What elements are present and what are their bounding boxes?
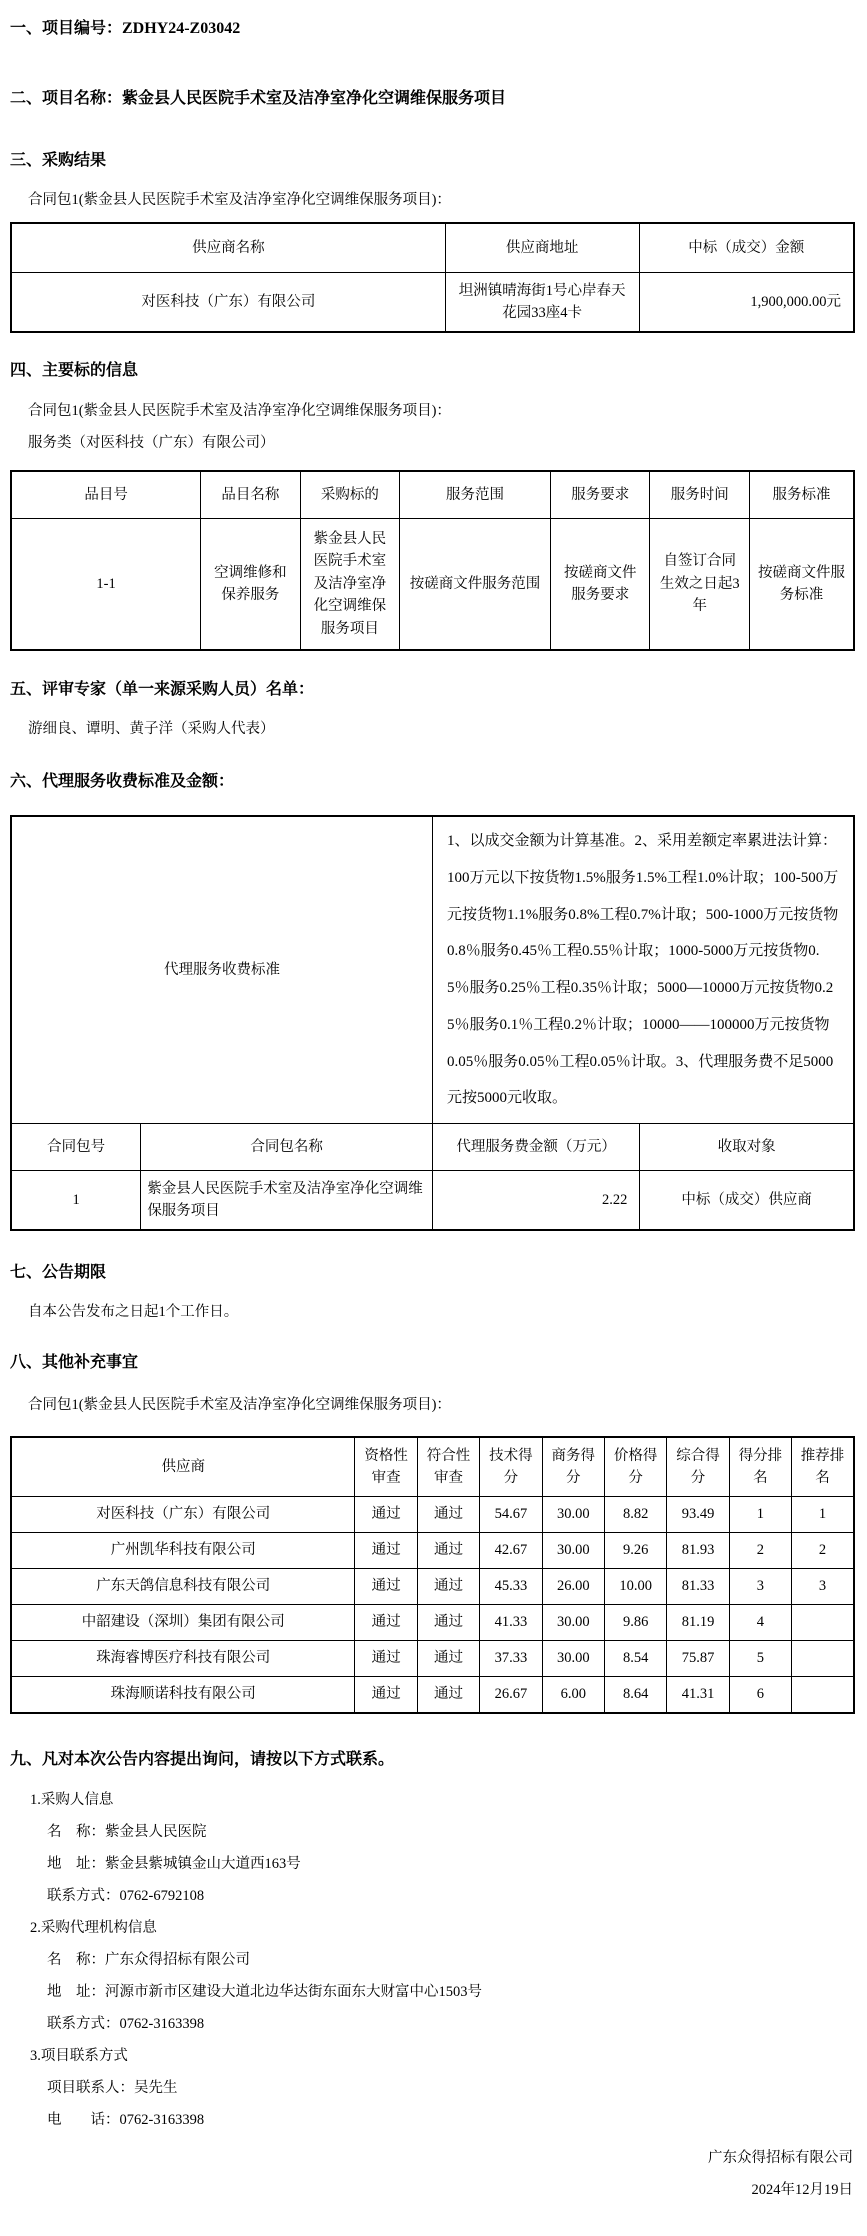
fee-table-header-row xyxy=(11,1124,854,1171)
section5-heading-expert-list: 五、评审专家（单一来源采购人员）名单： xyxy=(10,681,315,698)
expert-names: 游细良、谭明、黄子洋（采购人代表） xyxy=(28,721,275,737)
project-contact-person: 项目联系人：吴先生 xyxy=(47,2080,178,2096)
agency-info-title: 2.采购代理机构信息 xyxy=(30,1920,157,1936)
score-cell: 珠海顺诺科技有限公司 xyxy=(11,1677,355,1714)
result-table-data-row xyxy=(11,273,854,333)
announcement-document xyxy=(0,18,867,2236)
score-cell: 9.26 xyxy=(604,1533,666,1569)
section4-heading-main-subject-info: 四、主要标的信息 xyxy=(10,362,139,379)
fee-header-package-name: 合同包名称 xyxy=(141,1124,433,1171)
score-header-price-score: 价格得分 xyxy=(604,1437,666,1497)
procurement-subject-cell: 紫金县人民医院手术室及洁净室净化空调维保服务项目 xyxy=(300,519,399,651)
subject-header-item-no: 品目号 xyxy=(11,471,201,519)
score-header-score-rank: 得分排名 xyxy=(729,1437,791,1497)
score-cell: 对医科技（广东）有限公司 xyxy=(11,1497,355,1533)
fee-package-name-cell: 紫金县人民医院手术室及洁净室净化空调维保服务项目 xyxy=(141,1171,433,1231)
score-cell: 广州凯华科技有限公司 xyxy=(11,1533,355,1569)
purchaser-contact: 联系方式：0762-6792108 xyxy=(47,1888,205,1904)
score-cell: 8.54 xyxy=(604,1641,666,1677)
score-row-5 xyxy=(11,1641,854,1677)
subject-header-item-name: 品目名称 xyxy=(201,471,300,519)
score-cell: 37.33 xyxy=(480,1641,542,1677)
item-name-cell: 空调维修和保养服务 xyxy=(201,519,300,651)
score-cell: 81.93 xyxy=(667,1533,729,1569)
score-cell: 通过 xyxy=(417,1677,479,1714)
score-cell: 81.19 xyxy=(667,1605,729,1641)
score-cell xyxy=(792,1677,854,1714)
section3-heading-procurement-result: 三、采购结果 xyxy=(10,152,107,169)
score-cell: 81.33 xyxy=(667,1569,729,1605)
score-cell: 4 xyxy=(729,1605,791,1641)
score-header-overall-score: 综合得分 xyxy=(667,1437,729,1497)
section6-heading-agency-fee: 六、代理服务收费标准及金额： xyxy=(10,773,235,790)
section4-package-line: 合同包1(紫金县人民医院手术室及洁净室净化空调维保服务项目)： xyxy=(28,403,451,419)
score-header-qualification-review: 资格性审查 xyxy=(355,1437,417,1497)
section3-package-line: 合同包1(紫金县人民医院手术室及洁净室净化空调维保服务项目)： xyxy=(28,192,451,208)
score-cell: 通过 xyxy=(417,1569,479,1605)
score-cell: 通过 xyxy=(355,1677,417,1714)
agency-contact: 联系方式：0762-3163398 xyxy=(47,2016,205,2032)
agency-address: 地 址：河源市新市区建设大道北边华达街东面东大财富中心1503号 xyxy=(47,1984,482,2000)
score-cell: 9.86 xyxy=(604,1605,666,1641)
award-amount-cell: 1,900,000.00元 xyxy=(639,273,854,333)
score-header-conformity-review: 符合性审查 xyxy=(417,1437,479,1497)
fee-table-data-row xyxy=(11,1171,854,1231)
score-cell: 42.67 xyxy=(480,1533,542,1569)
section8-heading-other-matters: 八、其他补充事宜 xyxy=(10,1354,139,1371)
score-cell: 30.00 xyxy=(542,1533,604,1569)
score-cell xyxy=(792,1641,854,1677)
score-cell: 5 xyxy=(729,1641,791,1677)
score-cell: 3 xyxy=(729,1569,791,1605)
section7-heading-announcement-period: 七、公告期限 xyxy=(10,1264,107,1281)
result-table-header-row xyxy=(11,223,854,273)
subject-header-service-requirement: 服务要求 xyxy=(551,471,650,519)
score-cell: 6.00 xyxy=(542,1677,604,1714)
score-cell: 广东天鸽信息科技有限公司 xyxy=(11,1569,355,1605)
score-cell: 41.31 xyxy=(667,1677,729,1714)
signature-company: 广东众得招标有限公司 xyxy=(708,2150,853,2166)
signature-block xyxy=(10,2142,855,2206)
result-header-amount: 中标（成交）金额 xyxy=(639,223,854,273)
service-requirement-cell: 按磋商文件服务要求 xyxy=(551,519,650,651)
score-cell: 10.00 xyxy=(604,1569,666,1605)
fee-standard-label-cell: 代理服务收费标准 xyxy=(11,816,432,1124)
subject-info-table xyxy=(10,470,855,651)
score-cell: 2 xyxy=(729,1533,791,1569)
score-cell: 1 xyxy=(792,1497,854,1533)
score-cell: 75.87 xyxy=(667,1641,729,1677)
subject-header-service-standard: 服务标准 xyxy=(749,471,854,519)
score-row-2 xyxy=(11,1533,854,1569)
section2-heading-project-name: 二、项目名称：紫金县人民医院手术室及洁净室净化空调维保服务项目 xyxy=(10,90,507,107)
subject-table-header-row xyxy=(11,471,854,519)
result-table xyxy=(10,222,855,333)
score-cell: 8.82 xyxy=(604,1497,666,1533)
fee-header-package-no: 合同包号 xyxy=(11,1124,141,1171)
fee-amount-cell: 2.22 xyxy=(432,1171,639,1231)
score-cell: 54.67 xyxy=(480,1497,542,1533)
fee-package-no-cell: 1 xyxy=(11,1171,141,1231)
purchaser-info-title: 1.采购人信息 xyxy=(30,1792,114,1808)
score-cell: 通过 xyxy=(417,1605,479,1641)
score-cell: 41.33 xyxy=(480,1605,542,1641)
fee-standard-text-cell: 1、以成交金额为计算基准。2、采用差额定率累进法计算：100万元以下按货物1.5%服务1.5%工程1.0%计取；100-500万元按货物1.1%服务0.8%工程0.7%计取；500-1000万元按货物0.8％服务0.45％工程0.55％计取；1000-5000万元按货物0.5％服务0.25％工程0.35％计取；5000—10000万元按货物0.25％服务0.1％工程0.2％计取；10000——100000万元按货物0.05％服务0.05％工程0.05％计取。3、代理服务费不足5000元按5000元收取。 xyxy=(432,816,854,1124)
score-cell: 通过 xyxy=(355,1533,417,1569)
subject-header-service-time: 服务时间 xyxy=(650,471,749,519)
result-header-supplier-name: 供应商名称 xyxy=(11,223,445,273)
subject-header-service-scope: 服务范围 xyxy=(400,471,551,519)
score-row-1 xyxy=(11,1497,854,1533)
item-no-cell: 1-1 xyxy=(11,519,201,651)
score-header-recommend-rank: 推荐排名 xyxy=(792,1437,854,1497)
service-standard-cell: 按磋商文件服务标准 xyxy=(749,519,854,651)
score-cell: 2 xyxy=(792,1533,854,1569)
score-cell: 通过 xyxy=(355,1641,417,1677)
announcement-period-text: 自本公告发布之日起1个工作日。 xyxy=(28,1304,239,1320)
score-cell: 6 xyxy=(729,1677,791,1714)
service-scope-cell: 按磋商文件服务范围 xyxy=(400,519,551,651)
score-cell: 26.67 xyxy=(480,1677,542,1714)
purchaser-address: 地 址：紫金县紫城镇金山大道西163号 xyxy=(47,1856,301,1872)
score-cell: 8.64 xyxy=(604,1677,666,1714)
score-cell: 30.00 xyxy=(542,1497,604,1533)
section8-package-line: 合同包1(紫金县人民医院手术室及洁净室净化空调维保服务项目)： xyxy=(28,1397,451,1413)
score-cell: 3 xyxy=(792,1569,854,1605)
subject-header-procurement-subject: 采购标的 xyxy=(300,471,399,519)
score-cell: 通过 xyxy=(355,1569,417,1605)
agency-name: 名 称：广东众得招标有限公司 xyxy=(47,1952,250,1968)
score-table xyxy=(10,1436,855,1714)
score-header-business-score: 商务得分 xyxy=(542,1437,604,1497)
score-cell: 通过 xyxy=(417,1641,479,1677)
score-cell: 通过 xyxy=(355,1605,417,1641)
score-cell: 30.00 xyxy=(542,1605,604,1641)
section9-heading-contact: 九、凡对本次公告内容提出询问，请按以下方式联系。 xyxy=(10,1751,395,1768)
score-cell: 45.33 xyxy=(480,1569,542,1605)
score-cell: 93.49 xyxy=(667,1497,729,1533)
purchaser-name: 名 称：紫金县人民医院 xyxy=(47,1824,207,1840)
score-table-header-row xyxy=(11,1437,854,1497)
score-row-4 xyxy=(11,1605,854,1641)
fee-header-fee-amount: 代理服务费金额（万元） xyxy=(432,1124,639,1171)
score-cell: 珠海睿博医疗科技有限公司 xyxy=(11,1641,355,1677)
score-cell: 通过 xyxy=(417,1533,479,1569)
contact-info-block xyxy=(10,1784,855,2136)
fee-charged-party-cell: 中标（成交）供应商 xyxy=(640,1171,854,1231)
fee-header-charged-party: 收取对象 xyxy=(640,1124,854,1171)
score-cell: 通过 xyxy=(417,1497,479,1533)
project-contact-title: 3.项目联系方式 xyxy=(30,2048,128,2064)
score-cell xyxy=(792,1605,854,1641)
score-row-3 xyxy=(11,1569,854,1605)
supplier-name-cell: 对医科技（广东）有限公司 xyxy=(11,273,445,333)
score-cell: 1 xyxy=(729,1497,791,1533)
project-contact-phone: 电 话：0762-3163398 xyxy=(47,2112,205,2128)
section4-category-line: 服务类（对医科技（广东）有限公司） xyxy=(28,435,275,451)
service-time-cell: 自签订合同生效之日起3年 xyxy=(650,519,749,651)
supplier-address-cell: 坦洲镇晴海街1号心岸春天花园33座4卡 xyxy=(445,273,639,333)
agency-fee-table xyxy=(10,815,855,1231)
score-cell: 中韶建设（深圳）集团有限公司 xyxy=(11,1605,355,1641)
score-header-supplier: 供应商 xyxy=(11,1437,355,1497)
score-cell: 26.00 xyxy=(542,1569,604,1605)
signature-date: 2024年12月19日 xyxy=(751,2182,853,2198)
score-header-technical-score: 技术得分 xyxy=(480,1437,542,1497)
section1-heading-project-number: 一、项目编号：ZDHY24-Z03042 xyxy=(10,20,241,37)
score-row-6 xyxy=(11,1677,854,1714)
score-cell: 通过 xyxy=(355,1497,417,1533)
subject-table-data-row xyxy=(11,519,854,651)
result-header-supplier-address: 供应商地址 xyxy=(445,223,639,273)
fee-standard-row xyxy=(11,816,854,1124)
score-cell: 30.00 xyxy=(542,1641,604,1677)
